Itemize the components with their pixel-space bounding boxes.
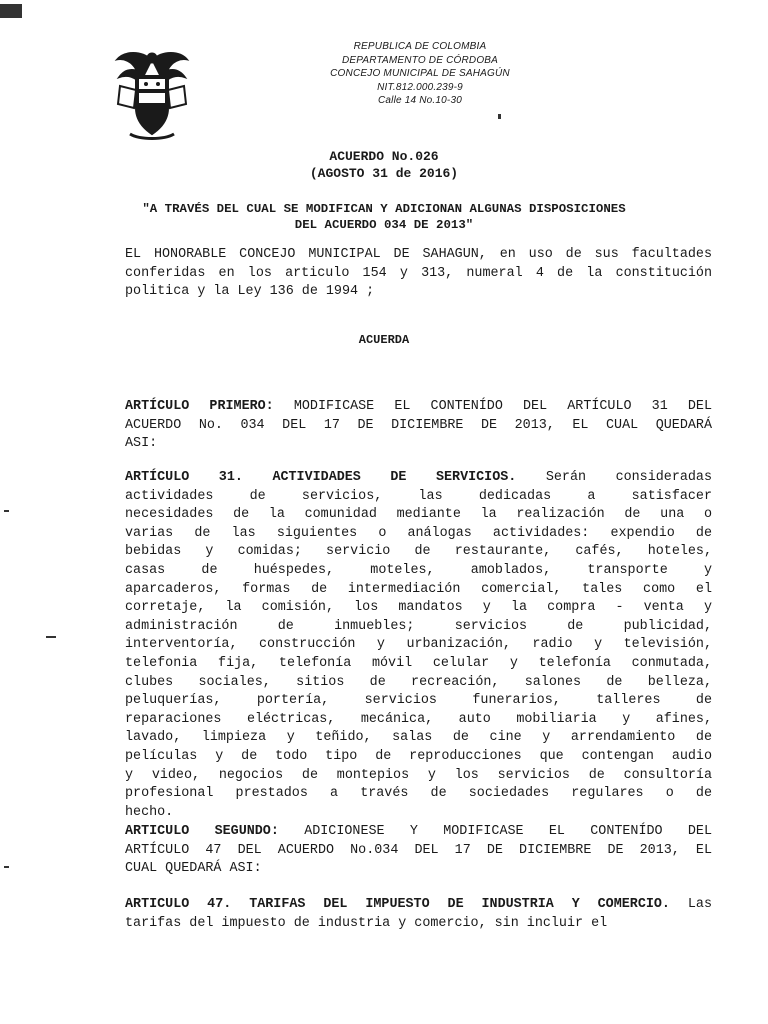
article-47-text: tarifas del impuesto de industria y comercio, sin incluir el xyxy=(125,915,608,931)
scan-mark xyxy=(46,636,56,638)
article-31-line: necesidades de la comunidad mediante la realización de una o xyxy=(125,507,712,523)
article-31 xyxy=(125,469,712,822)
scan-mark xyxy=(498,114,501,119)
agreement-subject-line2: DEL ACUERDO 034 DE 2013" xyxy=(294,218,474,232)
article-31-line: administración de inmuebles; servicios de publicidad, xyxy=(125,618,712,634)
article-31-line: aparcaderos, formas de intermediación comercial, tales como el xyxy=(125,581,712,597)
article-second-text: CUAL QUEDARÁ ASI: xyxy=(125,861,262,877)
article-31-line: clubes sociales, sitios de recreación, salones de belleza, xyxy=(125,674,712,690)
article-31-line: peluquerías, portería, servicios funerarios, talleres de xyxy=(125,693,712,709)
article-47-label: ARTICULO 47. TARIFAS DEL IMPUESTO DE INDUSTRIA Y COMERCIO. xyxy=(125,897,670,912)
agreement-number: ACUERDO No.026 xyxy=(329,149,439,164)
agreement-subject-line1: "A TRAVÉS DEL CUAL SE MODIFICAN Y ADICIONAN ALGUNAS DISPOSICIONES xyxy=(142,202,626,216)
article-31-line: interventoría, construcción y urbanización, radio y televisión, xyxy=(125,637,712,653)
preamble-line: politica y la Ley 136 de 1994 ; xyxy=(125,284,375,300)
article-31-line: películas y de todo tipo de reproducciones que contengan audio xyxy=(125,748,712,764)
letterhead-country: REPUBLICA DE COLOMBIA xyxy=(353,41,487,52)
article-second-text: ARTÍCULO 47 DEL ACUERDO No.034 DEL 17 DE DICIEMBRE DE 2013, EL xyxy=(125,842,712,858)
article-31-line: bebidas y comidas; servicio de restaurante, cafés, hoteles, xyxy=(125,544,712,560)
article-31-line: y video, negocios de montepios y los servicios de consultoría xyxy=(125,767,712,783)
letterhead-address: Calle 14 No.10-30 xyxy=(377,95,462,106)
preamble-line: conferidas en los articulo 154 y 313, numeral 4 de la constitución xyxy=(125,265,712,281)
article-31-line: telefonia fija, telefonía móvil celular y telefonía conmutada, xyxy=(125,655,712,671)
article-first-text: ASI: xyxy=(125,436,158,452)
article-31-line: hecho. xyxy=(125,804,174,820)
article-second xyxy=(125,823,712,879)
article-31-label: ARTÍCULO 31. ACTIVIDADES DE SERVICIOS. xyxy=(125,470,517,485)
acuerda-heading: ACUERDA xyxy=(358,333,410,347)
article-31-text: Serán consideradas xyxy=(545,470,712,485)
preamble-line: EL HONORABLE CONCEJO MUNICIPAL DE SAHAGUN, en uso de sus facultades xyxy=(125,247,712,262)
preamble xyxy=(125,246,712,302)
article-31-line: reparaciones eléctricas, mecánica, auto mobiliaria y afines, xyxy=(125,711,712,727)
letterhead-department: DEPARTAMENTO DE CÓRDOBA xyxy=(341,54,499,66)
article-47-text: Las xyxy=(687,897,712,912)
article-second-label: ARTICULO SEGUNDO: xyxy=(125,824,279,839)
article-31-line: casas de huéspedes, moteles, amoblados, transporte y xyxy=(125,562,712,578)
agreement-date: (AGOSTO 31 de 2016) xyxy=(309,166,459,181)
article-31-line: profesional prestados a través de sociedades regulares o de xyxy=(125,786,712,802)
scan-mark xyxy=(4,510,9,512)
article-31-line: corretaje, la comisión, los mandatos y la compra - venta y xyxy=(125,600,712,616)
article-first-text: ACUERDO No. 034 DEL 17 DE DICIEMBRE DE 2013, EL CUAL QUEDARÁ xyxy=(125,417,712,433)
scan-mark xyxy=(0,4,22,18)
article-first-text: MODIFICASE EL CONTENÍDO DEL ARTÍCULO 31 DEL xyxy=(293,399,712,414)
article-31-line: varias de las siguientes o análogas actividades: expendio de xyxy=(125,525,712,541)
article-31-line: lavado, limpieza y teñido, salas de cine y arrendamiento de xyxy=(125,730,712,746)
article-47 xyxy=(125,896,712,933)
letterhead-council: CONCEJO MUNICIPAL DE SAHAGÚN xyxy=(330,68,510,79)
article-first-label: ARTÍCULO PRIMERO: xyxy=(125,399,274,414)
colombia-coat-of-arms-seal xyxy=(114,46,190,142)
article-31-line: actividades de servicios, las dedicadas a satisfacer xyxy=(125,488,712,504)
scan-mark xyxy=(4,866,9,868)
article-second-text: ADICIONESE Y MODIFICASE EL CONTENÍDO DEL xyxy=(304,824,712,839)
letterhead xyxy=(300,40,540,108)
letterhead-nit: NIT.812.000.239-9 xyxy=(377,81,463,93)
article-first xyxy=(125,398,712,454)
